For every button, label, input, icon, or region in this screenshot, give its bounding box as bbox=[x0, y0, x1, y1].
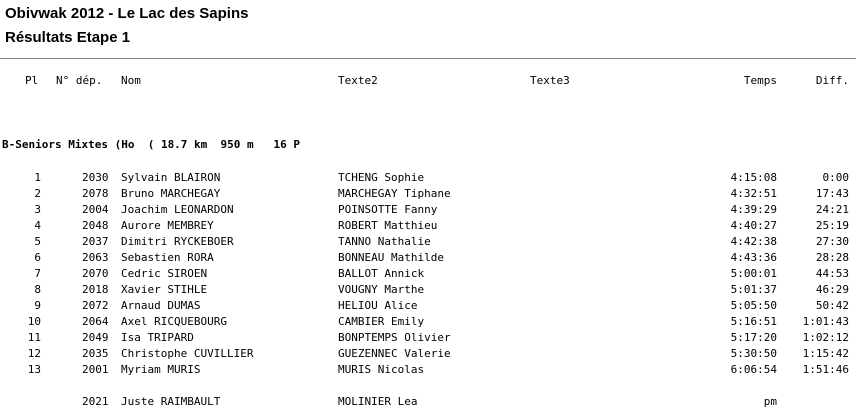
cell-name: Isa TRIPARD bbox=[121, 331, 194, 344]
category-heading: B-Seniors Mixtes (Ho ( 18.7 km 950 m 16 P bbox=[2, 138, 301, 151]
cell-name: Juste RAIMBAULT bbox=[121, 395, 221, 408]
cell-bib: 2070 bbox=[82, 267, 109, 280]
cell-diff: 46:29 bbox=[815, 283, 849, 296]
cell-name: Sebastien RORA bbox=[121, 251, 214, 264]
column-header-texte2: Texte2 bbox=[338, 74, 378, 87]
cell-diff: 1:51:46 bbox=[802, 363, 849, 376]
cell-diff: 17:43 bbox=[815, 187, 849, 200]
cell-texte2: MOLINIER Lea bbox=[338, 395, 418, 408]
cell-bib: 2049 bbox=[82, 331, 109, 344]
cell-texte2: BONPTEMPS Olivier bbox=[338, 331, 451, 344]
cell-place: 8 bbox=[34, 283, 41, 296]
cell-bib: 2001 bbox=[82, 363, 109, 376]
cell-place: 13 bbox=[27, 363, 41, 376]
cell-bib: 2063 bbox=[82, 251, 109, 264]
column-header-dep: N° dép. bbox=[56, 74, 103, 87]
cell-time: 5:30:50 bbox=[730, 347, 777, 360]
cell-place: 11 bbox=[27, 331, 41, 344]
cell-place: 9 bbox=[34, 299, 41, 312]
cell-texte2: TANNO Nathalie bbox=[338, 235, 431, 248]
cell-diff: 0:00 bbox=[822, 171, 849, 184]
cell-time: 5:00:01 bbox=[730, 267, 777, 280]
cell-place: 12 bbox=[27, 347, 41, 360]
cell-texte2: ROBERT Matthieu bbox=[338, 219, 438, 232]
cell-bib: 2072 bbox=[82, 299, 109, 312]
cell-texte2: TCHENG Sophie bbox=[338, 171, 425, 184]
cell-texte2: BALLOT Annick bbox=[338, 267, 425, 280]
cell-texte2: MARCHEGAY Tiphane bbox=[338, 187, 451, 200]
cell-bib: 2004 bbox=[82, 203, 109, 216]
cell-time: 5:05:50 bbox=[730, 299, 777, 312]
cell-bib: 2035 bbox=[82, 347, 109, 360]
cell-bib: 2021 bbox=[82, 395, 109, 408]
cell-bib: 2037 bbox=[82, 235, 109, 248]
cell-name: Axel RICQUEBOURG bbox=[121, 315, 227, 328]
cell-diff: 1:02:12 bbox=[802, 331, 849, 344]
cell-diff: 24:21 bbox=[815, 203, 849, 216]
cell-name: Myriam MURIS bbox=[121, 363, 201, 376]
cell-bib: 2064 bbox=[82, 315, 109, 328]
cell-diff: 1:01:43 bbox=[802, 315, 849, 328]
cell-time: 5:01:37 bbox=[730, 283, 777, 296]
cell-time: 4:15:08 bbox=[730, 171, 777, 184]
cell-place: 1 bbox=[34, 171, 41, 184]
column-header-diff: Diff. bbox=[815, 74, 849, 87]
cell-texte2: MURIS Nicolas bbox=[338, 363, 425, 376]
cell-name: Sylvain BLAIRON bbox=[121, 171, 221, 184]
cell-time: 4:32:51 bbox=[730, 187, 777, 200]
cell-texte2: GUEZENNEC Valerie bbox=[338, 347, 451, 360]
cell-name: Dimitri RYCKEBOER bbox=[121, 235, 234, 248]
cell-time: 4:43:36 bbox=[730, 251, 777, 264]
cell-time: 4:42:38 bbox=[730, 235, 777, 248]
cell-diff: 27:30 bbox=[815, 235, 849, 248]
cell-diff: 25:19 bbox=[815, 219, 849, 232]
cell-bib: 2048 bbox=[82, 219, 109, 232]
cell-bib: 2078 bbox=[82, 187, 109, 200]
cell-place: 3 bbox=[34, 203, 41, 216]
cell-bib: 2018 bbox=[82, 283, 109, 296]
page-title: Obivwak 2012 - Le Lac des Sapins bbox=[5, 5, 249, 22]
cell-diff: 28:28 bbox=[815, 251, 849, 264]
page-subtitle: Résultats Etape 1 bbox=[5, 29, 131, 46]
cell-time: 5:16:51 bbox=[730, 315, 777, 328]
cell-place: 2 bbox=[34, 187, 41, 200]
cell-texte2: BONNEAU Mathilde bbox=[338, 251, 444, 264]
cell-name: Aurore MEMBREY bbox=[121, 219, 214, 232]
cell-place: 5 bbox=[34, 235, 41, 248]
cell-place: 4 bbox=[34, 219, 41, 232]
header-divider bbox=[0, 58, 856, 59]
cell-texte2: CAMBIER Emily bbox=[338, 315, 425, 328]
cell-place: 7 bbox=[34, 267, 41, 280]
cell-texte2: VOUGNY Marthe bbox=[338, 283, 425, 296]
cell-time: 4:40:27 bbox=[730, 219, 777, 232]
cell-time: 4:39:29 bbox=[730, 203, 777, 216]
cell-place: 6 bbox=[34, 251, 41, 264]
column-header-texte3: Texte3 bbox=[530, 74, 570, 87]
column-header-pl: Pl bbox=[25, 74, 39, 87]
cell-time: 5:17:20 bbox=[730, 331, 777, 344]
cell-diff: 44:53 bbox=[815, 267, 849, 280]
cell-time: 6:06:54 bbox=[730, 363, 777, 376]
cell-diff: 50:42 bbox=[815, 299, 849, 312]
cell-diff: 1:15:42 bbox=[802, 347, 849, 360]
cell-name: Bruno MARCHEGAY bbox=[121, 187, 221, 200]
cell-name: Cedric SIROEN bbox=[121, 267, 208, 280]
cell-texte2: HELIOU Alice bbox=[338, 299, 418, 312]
cell-name: Christophe CUVILLIER bbox=[121, 347, 254, 360]
cell-place: 10 bbox=[27, 315, 41, 328]
cell-name: Arnaud DUMAS bbox=[121, 299, 201, 312]
cell-name: Joachim LEONARDON bbox=[121, 203, 234, 216]
cell-time: pm bbox=[763, 395, 777, 408]
cell-bib: 2030 bbox=[82, 171, 109, 184]
cell-texte2: POINSOTTE Fanny bbox=[338, 203, 438, 216]
column-header-nom: Nom bbox=[121, 74, 141, 87]
column-header-temps: Temps bbox=[743, 74, 777, 87]
cell-name: Xavier STIHLE bbox=[121, 283, 208, 296]
